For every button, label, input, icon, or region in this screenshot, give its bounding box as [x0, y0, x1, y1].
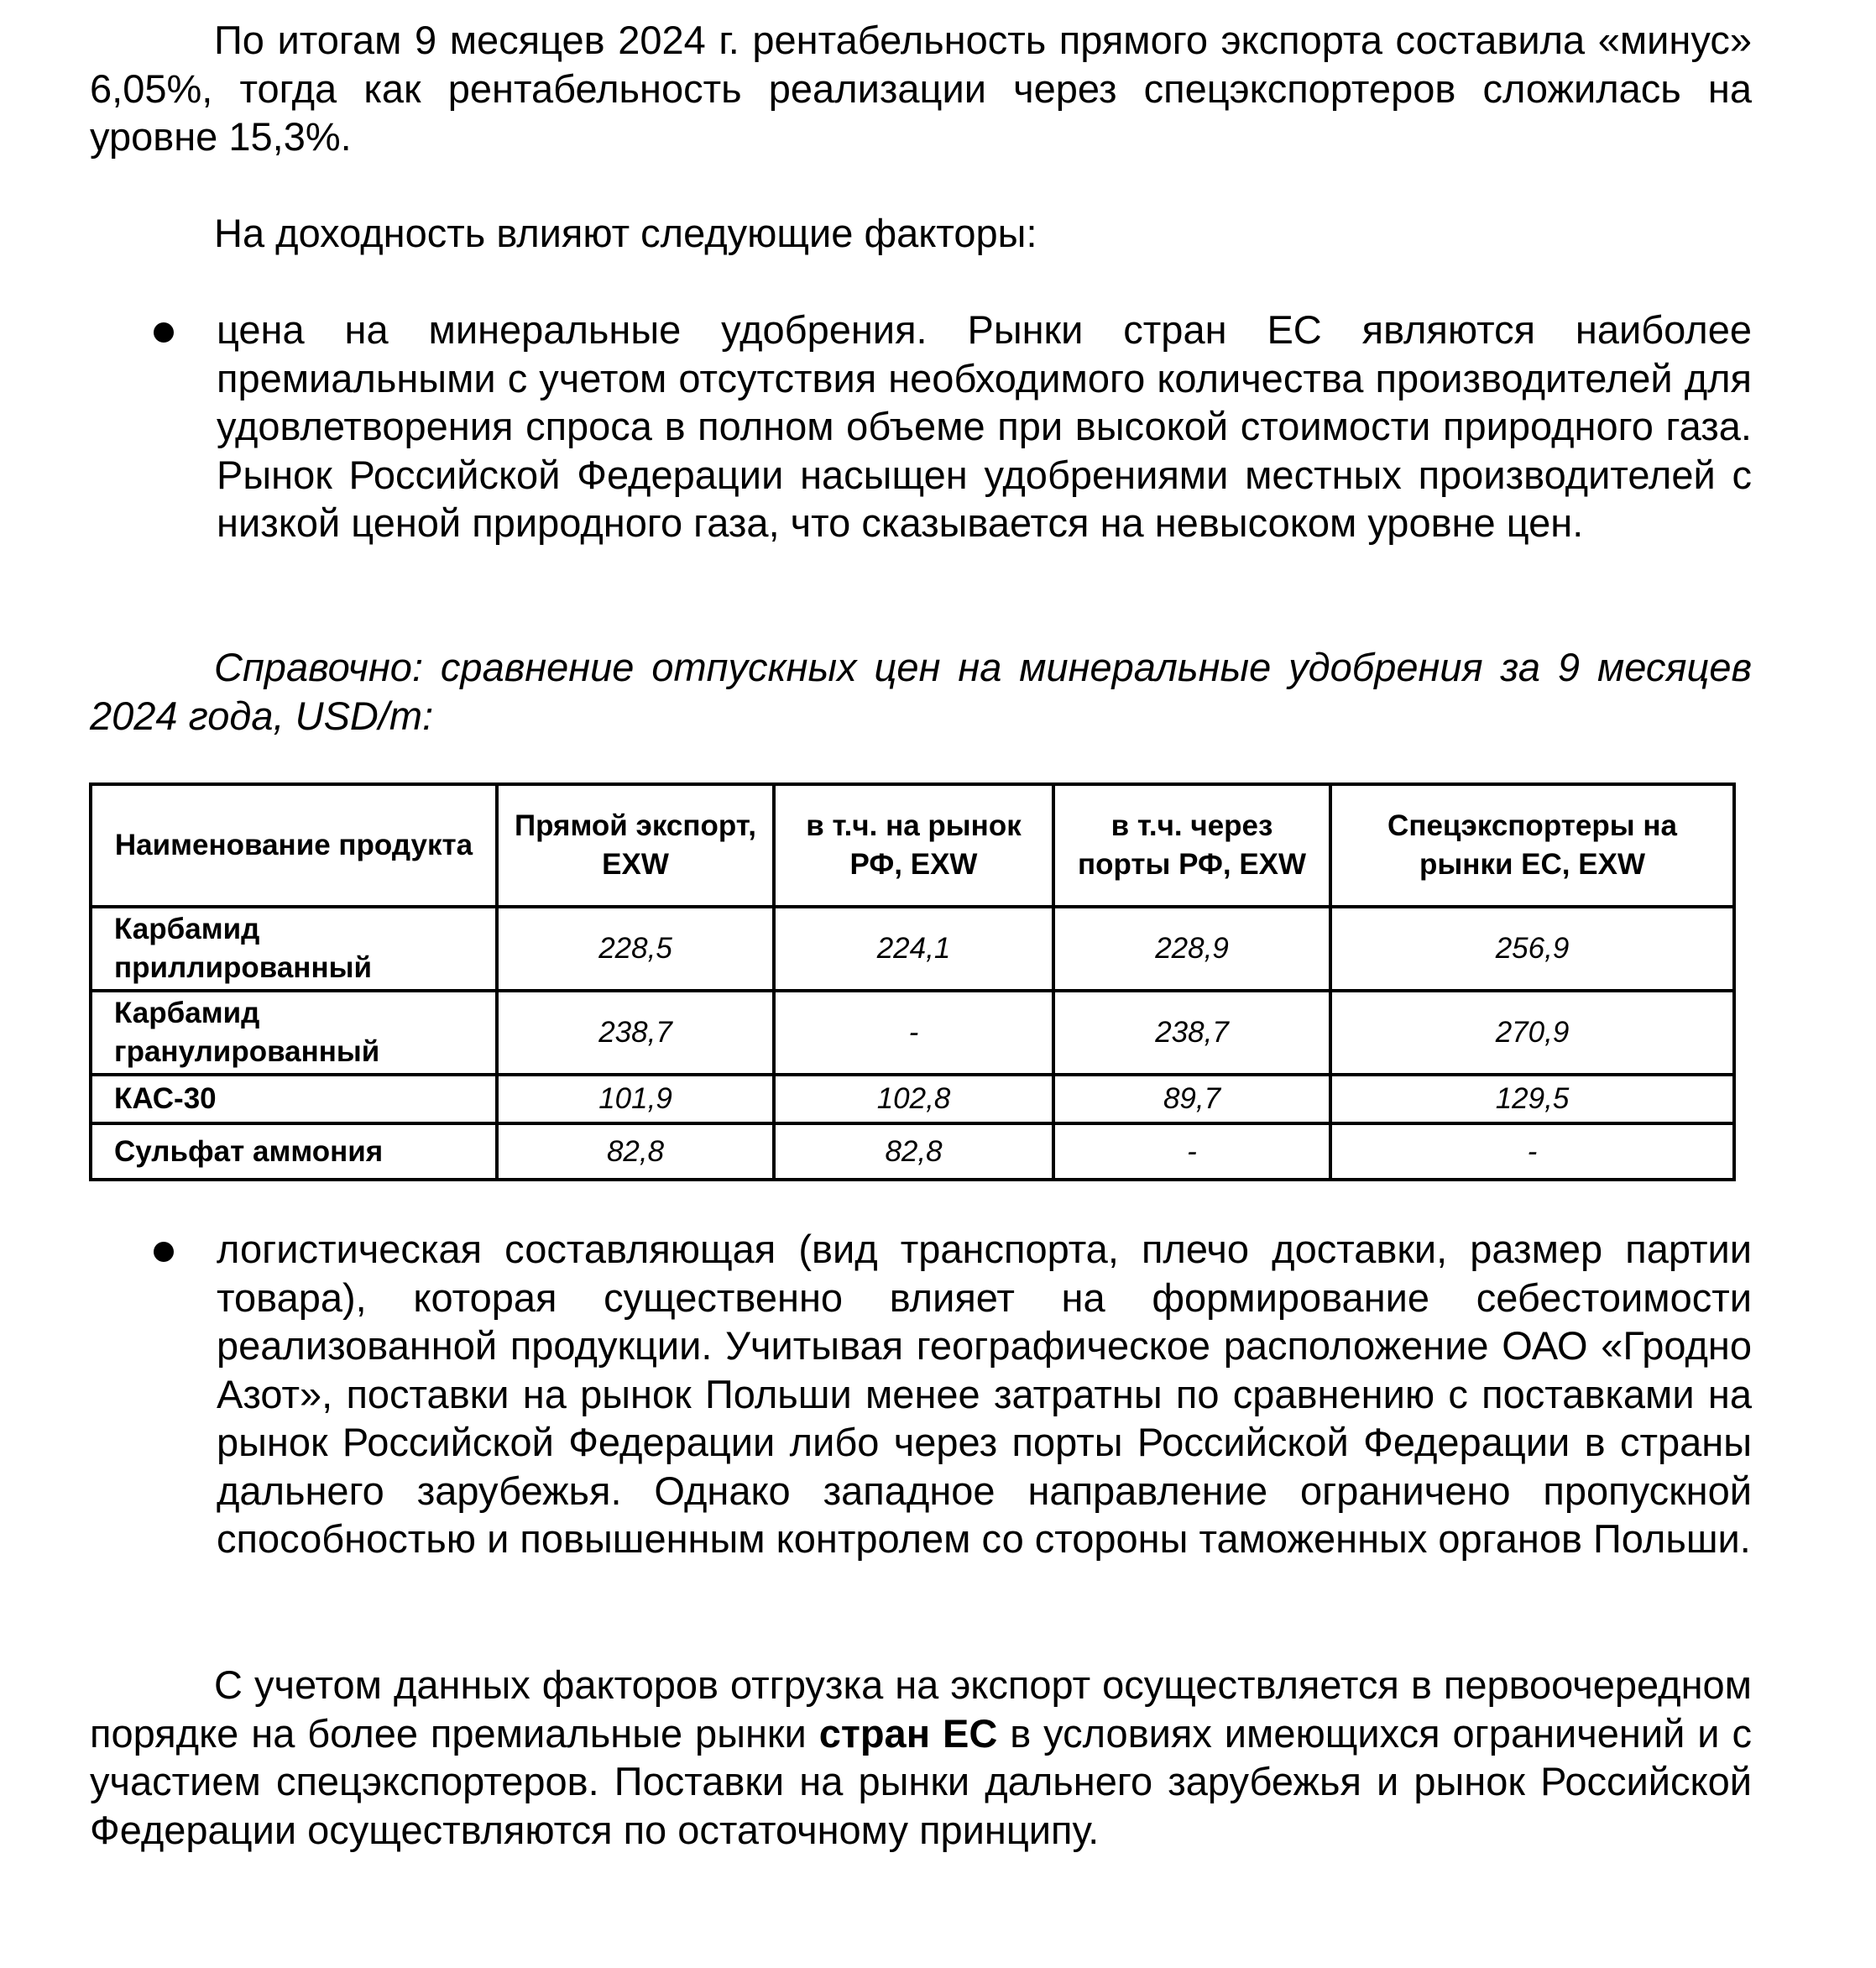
value-cell: 89,7 [1053, 1075, 1330, 1123]
value-cell: 82,8 [497, 1123, 774, 1180]
factors-lead-paragraph: На доходность влияют следующие факторы: [214, 211, 1037, 255]
table-row [91, 991, 1734, 1075]
table-row [91, 1123, 1734, 1180]
value-cell: - [774, 991, 1053, 1075]
table-header-row [91, 784, 1734, 907]
bullet-item-logistics: логистическая составляющая (вид транспорта, плечо доставки, размер партии товара), которая существенно влияет на формирование себестоимости реализованной продукции. Учитывая географическое расположение ОАО «Гродно Азот», поставки на рынок Польши менее затратны по сравнению с поставками на рынок Российской Федерации либо через порты Российской Федерации в страны дальнего зарубежья. Однако западное направление ограничено пропускной способностью и повышенным контролем со стороны таможенных органов Польши. [217, 1227, 1752, 1561]
header-product-name: Наименование продукта [91, 784, 497, 907]
value-cell: 224,1 [774, 907, 1053, 991]
table-row [91, 1075, 1734, 1123]
conclusion-text-1: С учетом данных факторов отгрузка на экспорт осуществляется в первоочередном порядке на более премиальные рынки [90, 1662, 1752, 1756]
reference-note-paragraph: Справочно: сравнение отпускных цен на минеральные удобрения за 9 месяцев 2024 года, USD/т: [90, 645, 1752, 738]
value-cell: 82,8 [774, 1123, 1053, 1180]
value-cell: 102,8 [774, 1075, 1053, 1123]
table-row [91, 907, 1734, 991]
value-cell: - [1330, 1123, 1734, 1180]
header-direct-export: Прямой экспорт, EXW [497, 784, 774, 907]
header-rf-market: в т.ч. на рынок РФ, EXW [774, 784, 1053, 907]
product-name-cell: Сульфат аммония [91, 1123, 497, 1180]
value-cell: 228,9 [1053, 907, 1330, 991]
value-cell: 129,5 [1330, 1075, 1734, 1123]
conclusion-paragraph [90, 1661, 1752, 1854]
product-name-cell: Карбамид приллированный [91, 907, 497, 991]
bullet-dot-icon [154, 1242, 174, 1262]
value-cell: 270,9 [1330, 991, 1734, 1075]
value-cell: 256,9 [1330, 907, 1734, 991]
value-cell: 228,5 [497, 907, 774, 991]
conclusion-emphasis-eu: стран ЕС [818, 1710, 998, 1756]
conclusion-text-2: в условиях имеющихся ограничений и с участием спецэкспортеров. Поставки на рынки дальнего зарубежья и рынок Российской Федерации осуществляются по остаточному принципу. [90, 1710, 1752, 1852]
intro-paragraph: По итогам 9 месяцев 2024 г. рентабельность прямого экспорта составила «минус» 6,05%, тогда как рентабельность реализации через спецэкспортеров сложилась на уровне 15,3%. [90, 18, 1752, 159]
value-cell: 238,7 [497, 991, 774, 1075]
header-special-exporters-eu: Спецэкспортеры на рынки ЕС, EXW [1330, 784, 1734, 907]
value-cell: 238,7 [1053, 991, 1330, 1075]
product-name-cell: Карбамид гранулированный [91, 991, 497, 1075]
bullet-dot-icon [154, 322, 174, 343]
price-comparison-table [89, 782, 1736, 1181]
value-cell: - [1053, 1123, 1330, 1180]
bullet-item-price: цена на минеральные удобрения. Рынки стран ЕС являются наиболее премиальными с учетом отсутствия необходимого количества производителей для удовлетворения спроса в полном объеме при высокой стоимости природного газа. Рынок Российской Федерации насыщен удобрениями местных производителей с низкой ценой природного газа, что сказывается на невысоком уровне цен. [217, 307, 1752, 545]
product-name-cell: КАС-30 [91, 1075, 497, 1123]
value-cell: 101,9 [497, 1075, 774, 1123]
header-rf-ports: в т.ч. через порты РФ, EXW [1053, 784, 1330, 907]
